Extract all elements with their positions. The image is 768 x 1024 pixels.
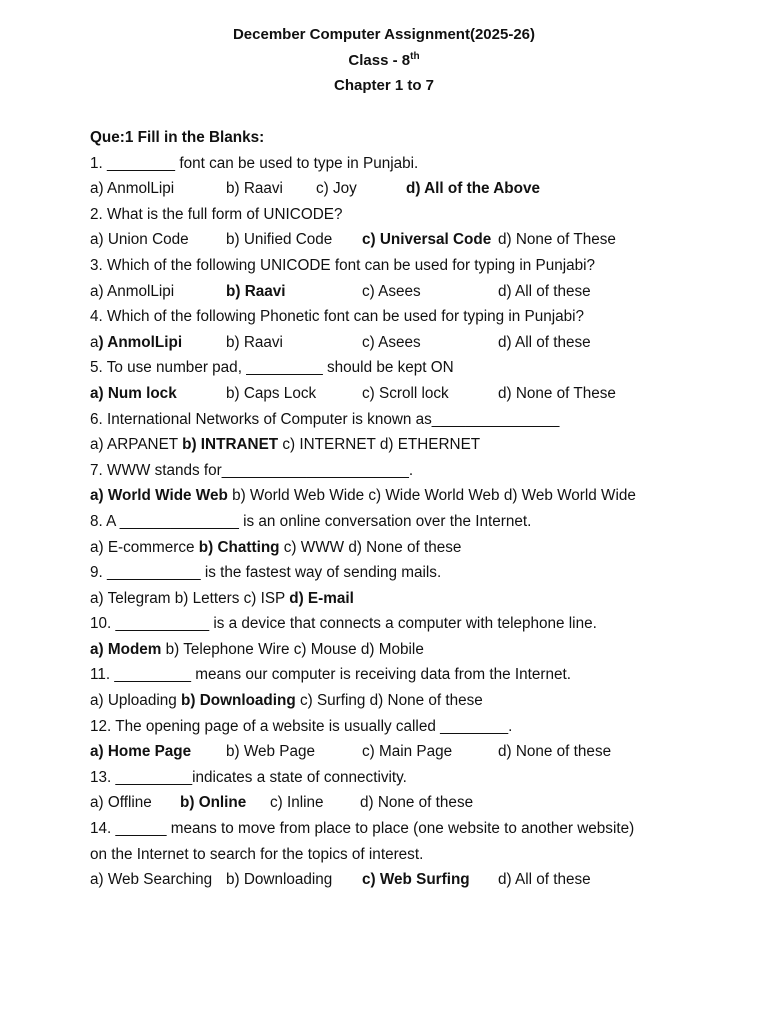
options-14 — [90, 867, 730, 893]
question-9: 9. ___________ is the fastest way of sending mails. — [90, 564, 442, 582]
option-c-d: c) INTERNET d) ETHERNET — [278, 436, 481, 454]
chapters-heading: Chapter 1 to 7 — [333, 77, 435, 94]
option-a: a) Web Searching — [90, 871, 213, 889]
options-8 — [90, 535, 730, 561]
option-c-d: c) Surfing d) None of these — [295, 692, 483, 710]
option-d-answer: d) All of the Above — [406, 180, 540, 198]
options-6 — [90, 432, 730, 458]
option-a-text: ) AnmolLipi — [98, 333, 183, 351]
option-a: a) Uploading — [90, 692, 181, 710]
options-2 — [90, 227, 730, 253]
options-5 — [90, 381, 730, 407]
question-10: 10. ___________ is a device that connects a computer with telephone line. — [90, 615, 597, 633]
option-b: b) Web Page — [226, 743, 316, 761]
question-2: 2. What is the full form of UNICODE? — [90, 205, 343, 223]
option-d: d) None of these — [498, 743, 612, 761]
options-13 — [90, 790, 730, 816]
options-10 — [90, 637, 730, 663]
question-list — [90, 125, 730, 893]
option-a: a) E-commerce — [90, 538, 199, 556]
option-b-answer: b) Raavi — [226, 282, 286, 300]
option-d-answer: d) E-mail — [289, 589, 354, 607]
option-a-answer: a) World Wide Web — [90, 487, 228, 505]
option-b: b) Raavi — [226, 180, 283, 198]
question-3: 3. Which of the following UNICODE font can be used for typing in Punjabi? — [90, 256, 596, 274]
options-3 — [90, 279, 730, 305]
options-9 — [90, 586, 730, 612]
option-c: c) Asees — [362, 333, 421, 351]
option-c: c) Inline — [270, 794, 324, 812]
options-1 — [90, 176, 730, 202]
assignment-title: December Computer Assignment(2025-26) — [232, 26, 536, 43]
question-6: 6. International Networks of Computer is known as_______________ — [90, 410, 560, 428]
question-11: 11. _________ means our computer is receiving data from the Internet. — [90, 666, 572, 684]
option-d: d) All of these — [498, 871, 591, 889]
option-c: c) Scroll lock — [362, 384, 449, 402]
option-a: a) AnmolLipi — [90, 282, 175, 300]
question-13: 13. _________indicates a state of connectivity. — [90, 768, 407, 786]
option-c: c) Joy — [316, 180, 357, 198]
question-12: 12. The opening page of a website is usually called ________. — [90, 717, 513, 735]
option-d: d) None of these — [360, 794, 474, 812]
class-heading — [0, 52, 768, 69]
option-a-answer: a) Home Page — [90, 743, 192, 761]
option-c-answer: c) Web Surfing — [362, 871, 470, 889]
options-11 — [90, 688, 730, 714]
option-b: b) Unified Code — [226, 231, 333, 249]
question-1: 1. ________ font can be used to type in Punjabi. — [90, 154, 419, 172]
option-d: d) All of these — [498, 282, 591, 300]
option-b: b) Caps Lock — [226, 384, 317, 402]
option-d: d) All of these — [498, 333, 591, 351]
question-7: 7. WWW stands for______________________. — [90, 461, 414, 479]
option-b-c-d: b) World Web Wide c) Wide World Web d) Web World Wide — [227, 487, 636, 505]
question-14-continued: on the Internet to search for the topics of interest. — [90, 845, 424, 863]
option-b-c-d: b) Telephone Wire c) Mouse d) Mobile — [161, 640, 424, 658]
option-a: a) AnmolLipi — [90, 180, 175, 198]
option-b-answer: b) Chatting — [198, 538, 280, 556]
option-c: c) Asees — [362, 282, 421, 300]
option-a-answer — [90, 330, 226, 356]
options-7 — [90, 483, 730, 509]
option-a-letter: a — [90, 333, 99, 351]
question-14: 14. ______ means to move from place to place (one website to another website) — [90, 820, 635, 838]
options-4 — [90, 330, 730, 356]
option-b: b) Downloading — [226, 871, 333, 889]
option-a-answer: a) Num lock — [90, 384, 177, 402]
options-12 — [90, 739, 730, 765]
option-a-b-c: a) Telegram b) Letters c) ISP — [90, 589, 290, 607]
option-b-answer: b) Online — [180, 794, 247, 812]
option-a-answer: a) Modem — [90, 640, 162, 658]
question-8: 8. A ______________ is an online conversation over the Internet. — [90, 512, 532, 530]
option-b: b) Raavi — [226, 333, 283, 351]
option-c-d: c) WWW d) None of these — [279, 538, 462, 556]
option-d: d) None of These — [498, 231, 616, 249]
option-a: a) Union Code — [90, 231, 189, 249]
section-title: Que:1 Fill in the Blanks: — [90, 129, 265, 146]
option-c-answer: c) Universal Code — [362, 231, 492, 249]
option-b-answer: b) INTRANET — [182, 436, 279, 454]
option-b-answer: b) Downloading — [181, 692, 296, 710]
question-4: 4. Which of the following Phonetic font can be used for typing in Punjabi? — [90, 308, 585, 326]
option-c: c) Main Page — [362, 743, 453, 761]
class-superscript: th — [410, 51, 420, 62]
option-a: a) ARPANET — [90, 436, 183, 454]
class-label: Class - 8 — [348, 52, 411, 69]
question-5: 5. To use number pad, _________ should be kept ON — [90, 359, 454, 377]
option-d: d) None of These — [498, 384, 616, 402]
option-a: a) Offline — [90, 794, 152, 812]
